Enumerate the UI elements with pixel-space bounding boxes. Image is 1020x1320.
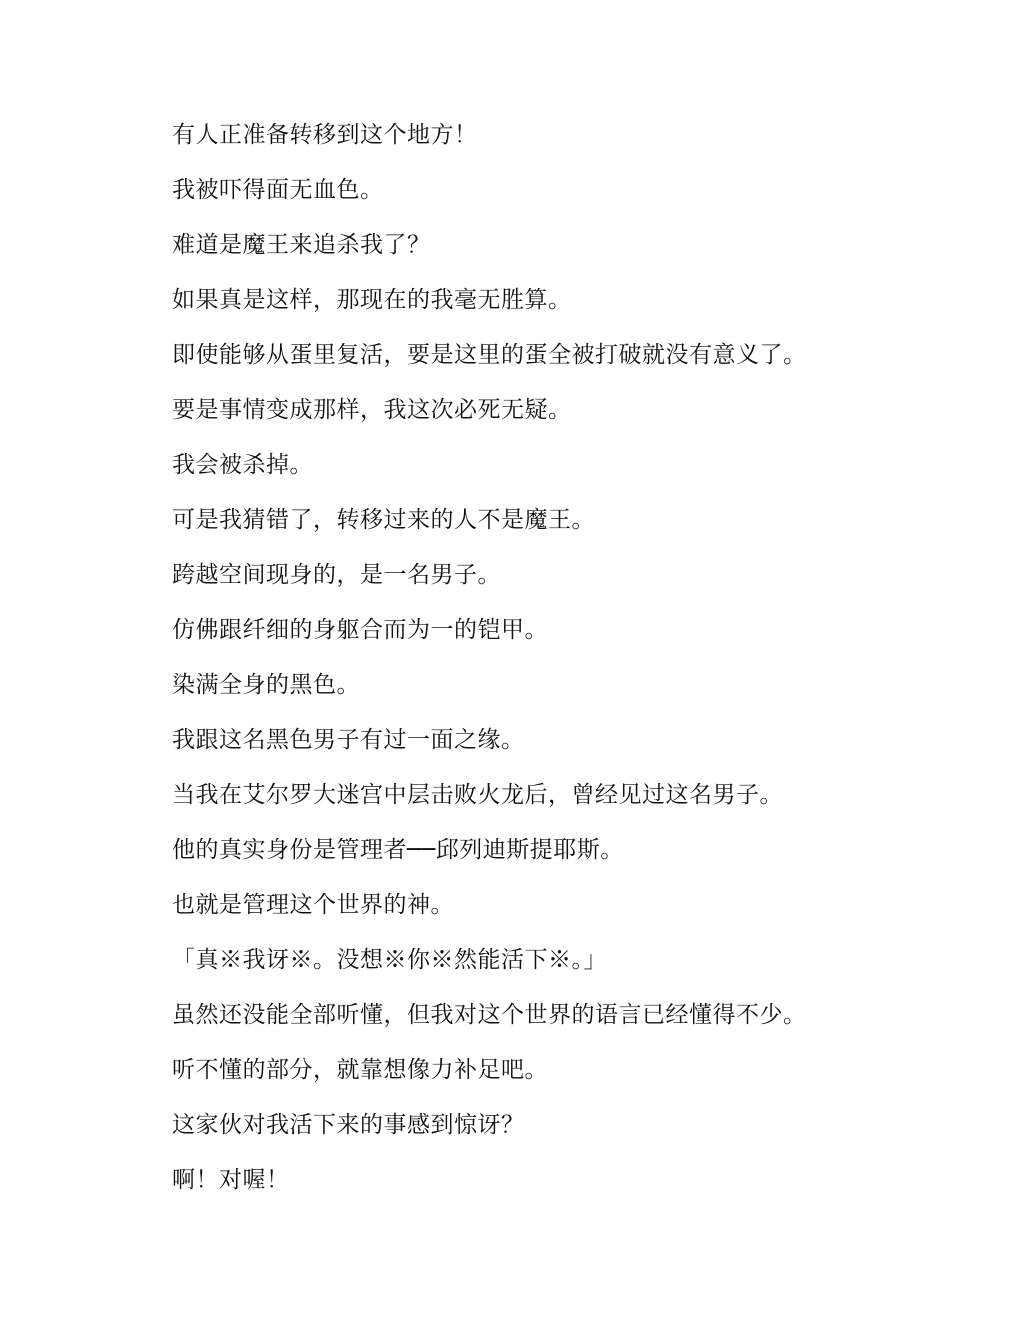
paragraph: 可是我猜错了，转移过来的人不是魔王。: [172, 507, 595, 533]
paragraph: 即使能够从蛋里复活，要是这里的蛋全被打破就没有意义了。: [172, 342, 807, 368]
paragraph: 「真※我讶※。没想※你※然能活下※。」: [172, 947, 607, 973]
text-body: [172, 117, 972, 1217]
paragraph: 啊！对喔！: [172, 1167, 290, 1193]
paragraph: 我跟这名黑色男子有过一面之缘。: [172, 727, 525, 753]
paragraph: 难道是魔王来追杀我了？: [172, 232, 431, 258]
paragraph: 跨越空间现身的，是一名男子。: [172, 562, 501, 588]
paragraph: 要是事情变成那样，我这次必死无疑。: [172, 397, 572, 423]
paragraph: 染满全身的黑色。: [172, 672, 360, 698]
paragraph: 仿佛跟纤细的身躯合而为一的铠甲。: [172, 617, 548, 643]
paragraph: 也就是管理这个世界的神。: [172, 892, 454, 918]
paragraph: 有人正准备转移到这个地方！: [172, 122, 478, 148]
paragraph: 我会被杀掉。: [172, 452, 313, 478]
paragraph: 我被吓得面无血色。: [172, 177, 384, 203]
paragraph: 听不懂的部分，就靠想像力补足吧。: [172, 1057, 548, 1083]
paragraph: 当我在艾尔罗大迷宫中层击败火龙后，曾经见过这名男子。: [172, 782, 783, 808]
paragraph: 虽然还没能全部听懂，但我对这个世界的语言已经懂得不少。: [172, 1002, 807, 1028]
paragraph: 他的真实身份是管理者──邱列迪斯提耶斯。: [172, 837, 624, 863]
paragraph: 这家伙对我活下来的事感到惊讶？: [172, 1112, 525, 1138]
paragraph: 如果真是这样，那现在的我毫无胜算。: [172, 287, 572, 313]
